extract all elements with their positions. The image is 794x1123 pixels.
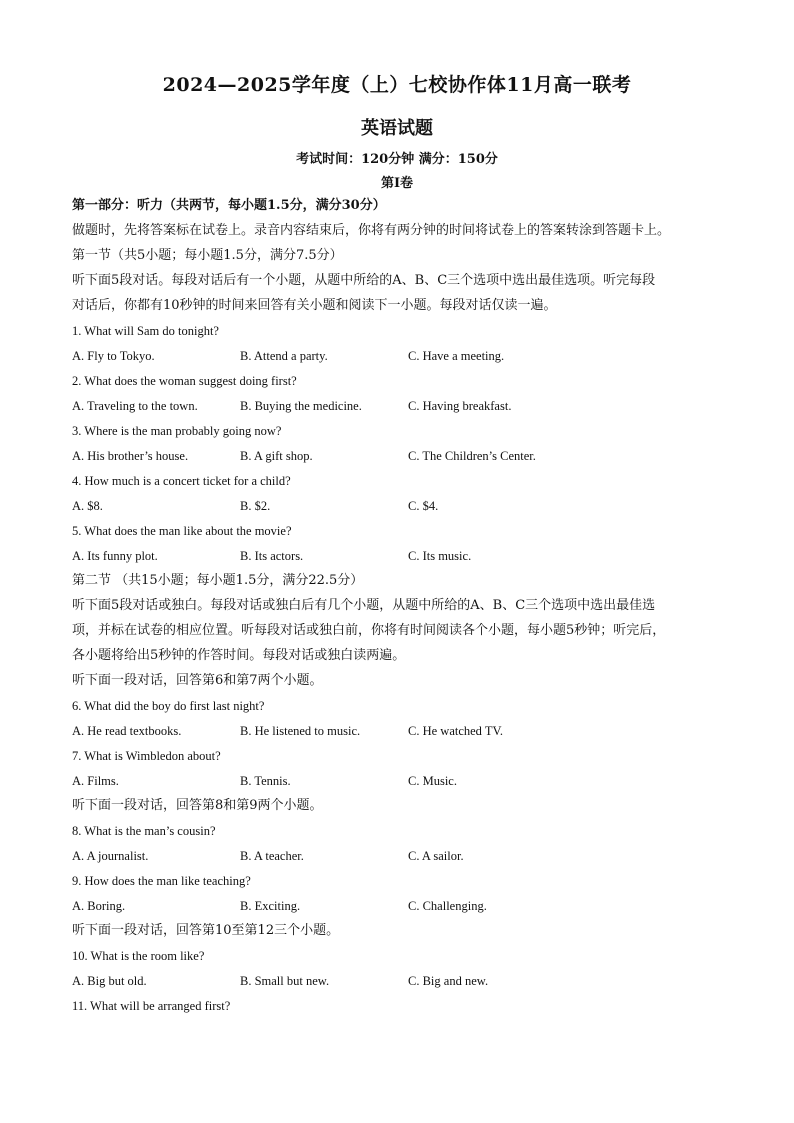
section1-instruction-line2: 对话后，你都有10秒钟的时间来回答有关小题和阅读下一小题。每段对话仅读一遍。 [72, 298, 557, 313]
option-a: A. Its funny plot. [72, 549, 158, 563]
volume-label: 第I卷 [380, 176, 414, 191]
question-text: 1. What will Sam do tonight? [72, 324, 219, 338]
subject-title: 英语试题 [361, 118, 433, 139]
dialogue-group-label: 听下面一段对话，回答第6和第7两个小题。 [72, 673, 323, 688]
question-text: 5. What does the man like about the movie? [72, 524, 292, 538]
dialogue-group-label: 听下面一段对话，回答第8和第9两个小题。 [72, 798, 323, 813]
option-b: B. A gift shop. [240, 449, 313, 463]
option-c: C. Its music. [408, 549, 472, 563]
question-text: 8. What is the man’s cousin? [72, 824, 216, 838]
option-c: C. The Children’s Center. [408, 449, 536, 463]
option-c: C. Challenging. [408, 899, 487, 913]
section2-heading: 第二节 （共15小题；每小题1.5分，满分22.5分） [72, 573, 364, 588]
option-b: B. Buying the medicine. [240, 399, 362, 413]
option-c: C. Music. [408, 774, 457, 788]
option-b: B. He listened to music. [240, 724, 361, 738]
section2-instruction-line2: 项，并标在试卷的相应位置。听每段对话或独白前，你将有时间阅读各个小题，每小题5秒钟；听完后， [72, 623, 666, 638]
option-a: A. His brother’s house. [72, 449, 189, 463]
option-c: C. Big and new. [408, 974, 489, 988]
option-c: C. Having breakfast. [408, 399, 512, 413]
option-a: A. Traveling to the town. [72, 399, 198, 413]
section1-heading: 第一节（共5小题；每小题1.5分，满分7.5分） [72, 248, 343, 263]
question-text: 6. What did the boy do first last night? [72, 699, 265, 713]
part1-heading: 第一部分：听力（共两节，每小题1.5分，满分30分） [72, 198, 386, 213]
option-a: A. A journalist. [72, 849, 149, 863]
option-c: C. Have a meeting. [408, 349, 505, 363]
option-c: C. $4. [408, 499, 439, 513]
question-text: 10. What is the room like? [72, 949, 205, 963]
option-c: C. He watched TV. [408, 724, 504, 738]
section2-instruction-line3: 各小题将给出5秒钟的作答时间。每段对话或独白读两遍。 [72, 648, 406, 663]
part1-instruction: 做题时，先将答案标在试卷上。录音内容结束后，你将有两分钟的时间将试卷上的答案转涂到答题卡上。 [72, 223, 671, 238]
option-a: A. Boring. [72, 899, 126, 913]
section1-instruction-line1: 听下面5段对话。每段对话后有一个小题，从题中所给的A、B、C三个选项中选出最佳选项。听完每段 [72, 273, 656, 288]
dialogue-group-label: 听下面一段对话，回答第10至第12三个小题。 [72, 923, 340, 938]
question-text: 4. How much is a concert ticket for a child? [72, 474, 291, 488]
option-b: B. $2. [240, 499, 271, 513]
option-a: A. Films. [72, 774, 119, 788]
question-text: 7. What is Wimbledon about? [72, 749, 221, 763]
option-b: B. Attend a party. [240, 349, 328, 363]
option-c: C. A sailor. [408, 849, 464, 863]
option-b: B. Small but new. [240, 974, 330, 988]
option-b: B. Exciting. [240, 899, 301, 913]
option-b: B. Its actors. [240, 549, 304, 563]
option-a: A. Fly to Tokyo. [72, 349, 155, 363]
question-text: 9. How does the man like teaching? [72, 874, 251, 888]
question-text: 11. What will be arranged first? [72, 999, 231, 1013]
option-a: A. He read textbooks. [72, 724, 182, 738]
option-b: B. A teacher. [240, 849, 304, 863]
option-a: A. $8. [72, 499, 103, 513]
exam-info: 考试时间：120分钟 满分：150分 [296, 152, 498, 167]
section2-instruction-line1: 听下面5段对话或独白。每段对话或独白后有几个小题，从题中所给的A、B、C三个选项中选出最佳选 [72, 598, 656, 613]
question-text: 2. What does the woman suggest doing first? [72, 374, 297, 388]
option-b: B. Tennis. [240, 774, 291, 788]
exam-title: 2024—2025学年度（上）七校协作体11月高一联考 [162, 74, 632, 96]
option-a: A. Big but old. [72, 974, 147, 988]
question-text: 3. Where is the man probably going now? [72, 424, 282, 438]
